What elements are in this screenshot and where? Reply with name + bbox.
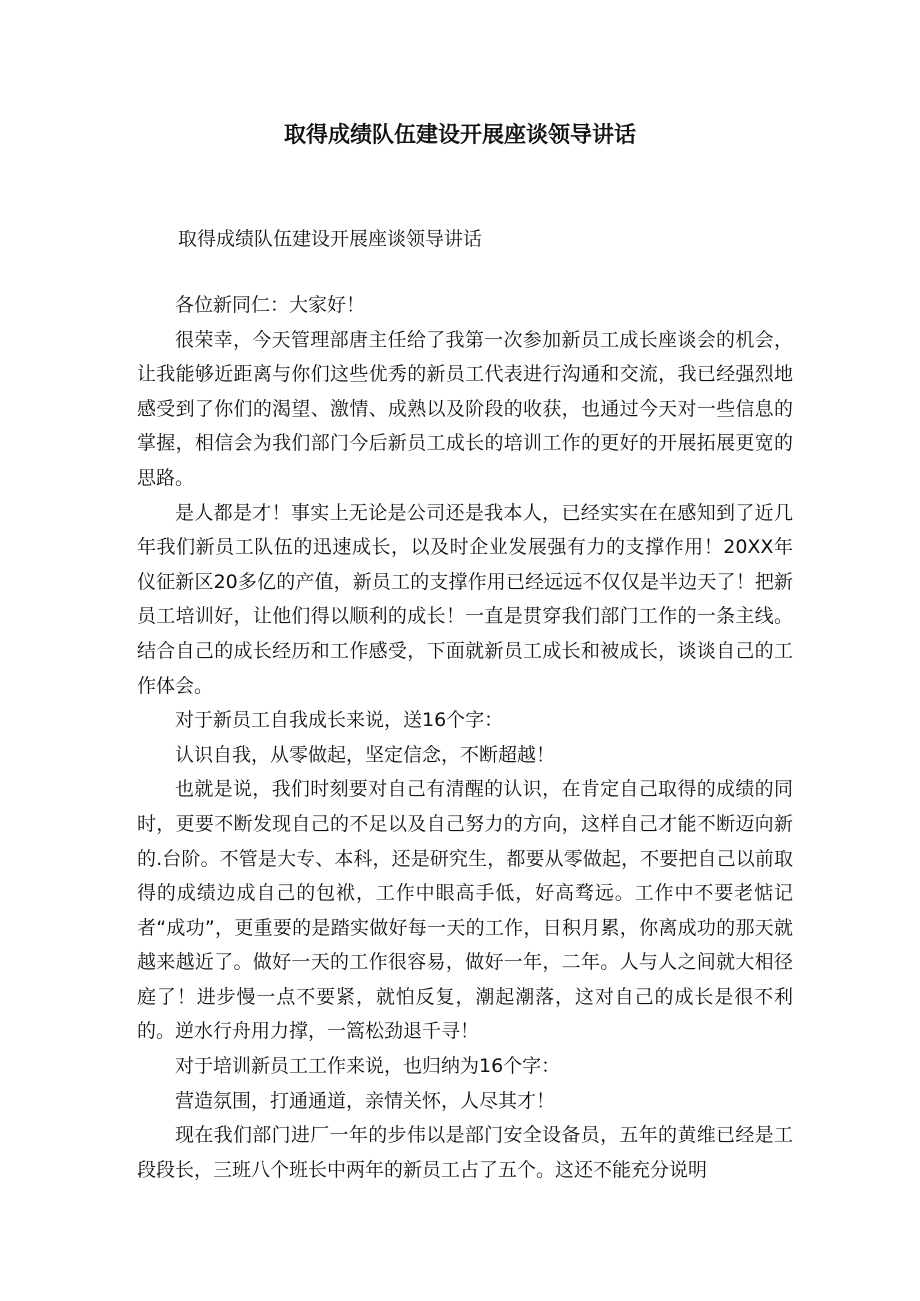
- body-paragraph: 现在我们部门进厂一年的步伟以是部门安全设备员，五年的黄维已经是工段段长，三班八个班长中两年的新员工占了五个。这还不能充分说明: [137, 1124, 793, 1181]
- motto-paragraph: 营造氛围，打通通道，亲情关怀，人尽其才！: [175, 1089, 556, 1112]
- body-paragraph: 对于新员工自我成长来说，送16个字：: [175, 709, 504, 732]
- document-subtitle: 取得成绩队伍建设开展座谈领导讲话: [178, 228, 483, 250]
- body-paragraph: 是人都是才！事实上无论是公司还是我本人，已经实实在在感知到了近几年我们新员工队伍的迅速成长，以及时企业发展强有力的支撑作用！20XX年仪征新区20多亿的产值，新员工的支撑作用已经远远不仅仅是半边天了！把新员工培训好，让他们得以顺利的成长！一直是贯穿我们部门工作的一条主线。结合自己的成长经历和工作感受，下面就新员工成长和被成长，谈谈自己的工作体会。: [137, 501, 793, 697]
- motto-paragraph: 认识自我，从零做起，坚定信念，不断超越！: [175, 743, 556, 766]
- body-paragraph: 也就是说，我们时刻要对自己有清醒的认识，在肯定自己取得的成绩的同时，更要不断发现自己的不足以及自己努力的方向，这样自己才能不断迈向新的.台阶。不管是大专、本科，还是研究生，都要从零做起，不要把自己以前取得的成绩边成自己的包袱，工作中眼高手低，好高骛远。工作中不要老惦记者“成功”，更重要的是踏实做好每一天的工作，日积月累，你离成功的那天就越来越近了。做好一天的工作很容易，做好一年，二年。人与人之间就大相径庭了！进步慢一点不要紧，就怕反复，潮起潮落，这对自己的成长是很不利的。逆水行舟用力撑，一篙松劲退千寻！: [137, 778, 793, 1043]
- body-paragraph: 很荣幸，今天管理部唐主任给了我第一次参加新员工成长座谈会的机会，让我能够近距离与你们这些优秀的新员工代表进行沟通和交流，我已经强烈地感受到了你们的渴望、激情、成熟以及阶段的收获，也通过今天对一些信息的掌握，相信会为我们部门今后新员工成长的培训工作的更好的开展拓展更宽的思路。: [137, 328, 793, 489]
- document-body: [137, 288, 793, 1187]
- greeting-paragraph: 各位新同仁：大家好！: [175, 294, 366, 316]
- document-title: 取得成绩队伍建设开展座谈领导讲话: [283, 123, 636, 148]
- body-paragraph: 对于培训新员工工作来说，也归纳为16个字：: [175, 1055, 561, 1078]
